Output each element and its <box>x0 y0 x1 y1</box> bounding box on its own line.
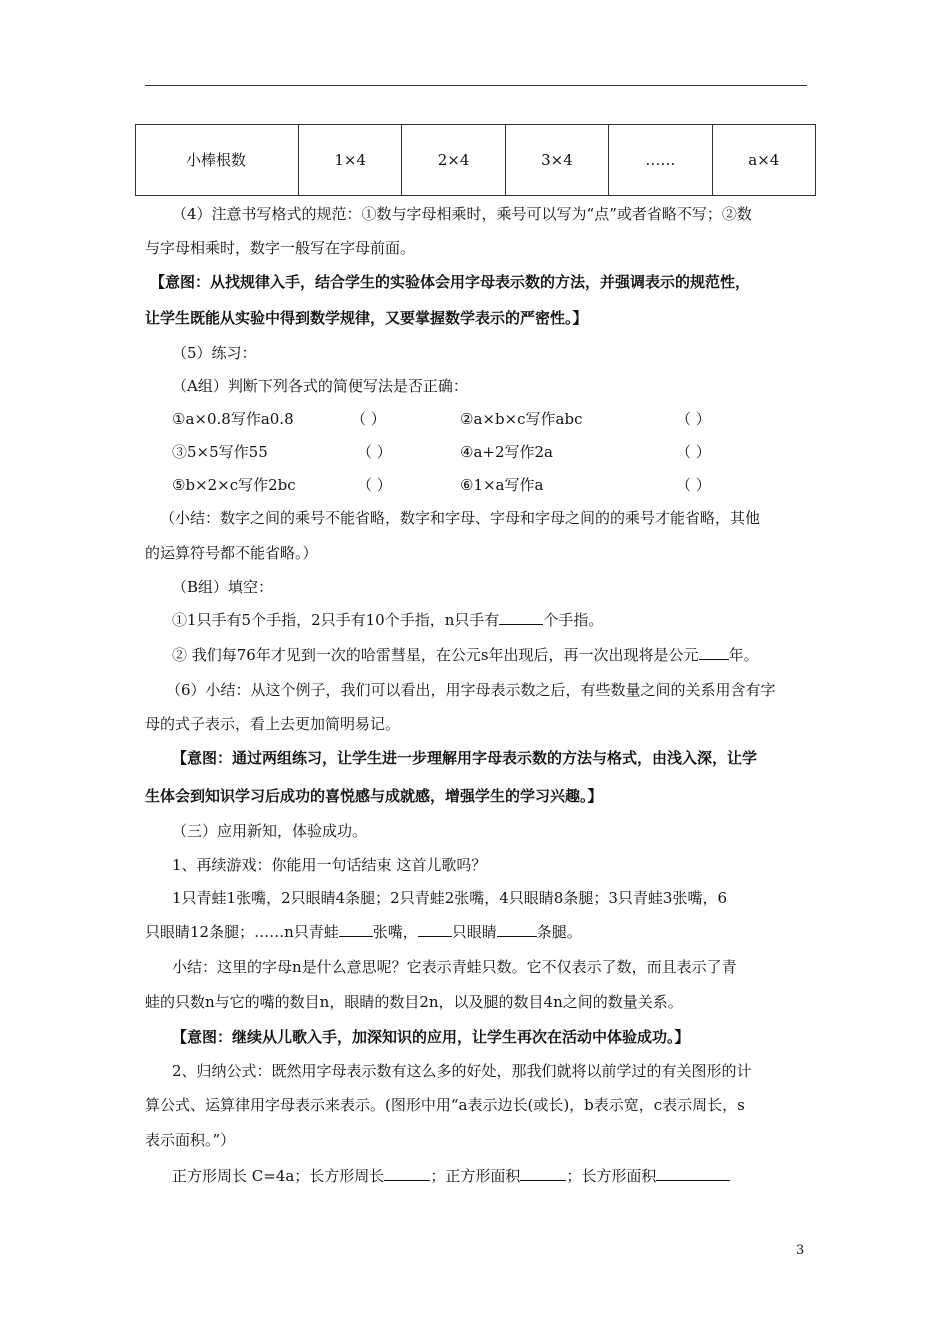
exercise-item: ⑤b×2×c写作2bc <box>172 476 296 494</box>
text-line <box>172 645 759 665</box>
table-cell: 3×4 <box>505 125 608 196</box>
text-line: （4）注意书写格式的规范：①数与字母相乘时，乘号可以写为“点”或者省略不写；②数 <box>172 205 752 223</box>
fill-blank <box>339 922 373 937</box>
intent-note: 【意图：从找规律入手，结合学生的实验体会用字母表示数的方法，并强调表示的规范性， <box>150 273 751 291</box>
section-heading: （三）应用新知，体验成功。 <box>172 822 368 840</box>
exercise-item: ①a×0.8写作a0.8 <box>172 410 294 428</box>
table-cell: 2×4 <box>402 125 505 196</box>
text-line: 的运算符号都不能省略。） <box>145 544 318 562</box>
text-line: （B组）填空： <box>172 578 274 596</box>
text-span: ；长方形面积 <box>566 1167 657 1185</box>
text-line: （5）练习： <box>172 344 257 362</box>
fill-blank <box>520 1166 566 1181</box>
fill-blank <box>418 922 452 937</box>
answer-paren: （ ） <box>676 410 711 428</box>
text-line: 表示面积。”） <box>145 1131 236 1149</box>
text-line: 算公式、运算律用字母表示来表示。(图形中用“a表示边长(或长)，b表示宽，c表示周长，s <box>145 1096 745 1114</box>
intent-note: 让学生既能从实验中得到数学规律，又要掌握数学表示的严密性。】 <box>145 309 588 327</box>
text-line: （A组）判断下列各式的简便写法是否正确： <box>172 377 468 395</box>
exercise-item: ⑥1×a写作a <box>460 476 544 494</box>
text-line <box>172 1166 730 1186</box>
exercise-item: ④a+2写作2a <box>460 443 553 461</box>
answer-paren: （ ） <box>676 443 711 461</box>
text-line <box>172 610 603 630</box>
exercise-item: ③5×5写作55 <box>172 443 268 461</box>
text-line: 1、再续游戏：你能用一句话结束 这首儿歌吗？ <box>172 856 487 874</box>
answer-paren: （ ） <box>357 443 392 461</box>
text-line: 小结：这里的字母n是什么意思呢？它表示青蛙只数。它不仅表示了数，而且表示了青 <box>172 958 737 976</box>
table-cell: 1×4 <box>299 125 402 196</box>
table-label-cell: 小棒根数 <box>136 125 299 196</box>
text-span: 正方形周长 C=4a；长方形周长 <box>172 1167 385 1185</box>
answer-paren: （ ） <box>676 476 711 494</box>
page-number: 3 <box>796 1243 805 1258</box>
text-span: ② 我们每76年才见到一次的哈雷彗星，在公元s年出现后，再一次出现将是公元 <box>172 646 699 664</box>
text-line: 1只青蛙1张嘴，2只眼睛4条腿；2只青蛙2张嘴，4只眼睛8条腿；3只青蛙3张嘴，6 <box>172 889 727 907</box>
text-span: ①1只手有5个手指，2只手有10个手指，n只手有 <box>172 611 500 629</box>
intent-note: 【意图：通过两组练习，让学生进一步理解用字母表示数的方法与格式，由浅入深，让学 <box>172 749 758 767</box>
rods-table <box>135 124 816 196</box>
text-span: 只眼睛12条腿；……n只青蛙 <box>145 923 339 941</box>
text-line: 与字母相乘时，数字一般写在字母前面。 <box>145 239 416 257</box>
answer-paren: （ ） <box>357 476 392 494</box>
text-span: 只眼睛 <box>451 923 497 941</box>
fill-blank <box>656 1166 730 1181</box>
exercise-item: ②a×b×c写作abc <box>460 410 583 428</box>
table-cell: …… <box>609 125 712 196</box>
text-span: 年。 <box>728 646 759 664</box>
text-span: ；正方形面积 <box>430 1167 521 1185</box>
fill-blank <box>384 1166 430 1181</box>
text-span: 个手指。 <box>543 611 604 629</box>
intent-note: 生体会到知识学习后成功的喜悦感与成就感，增强学生的学习兴趣。】 <box>145 787 603 805</box>
text-line: 蛙的只数n与它的嘴的数目n，眼睛的数目2n，以及腿的数目4n之间的数量关系。 <box>145 993 683 1011</box>
text-line <box>145 922 582 942</box>
fill-blank <box>699 645 729 660</box>
text-line: 母的式子表示，看上去更加简明易记。 <box>145 715 401 733</box>
answer-paren: （ ） <box>351 410 386 428</box>
intent-note: 【意图：继续从儿歌入手，加深知识的应用，让学生再次在活动中体验成功。】 <box>172 1028 690 1046</box>
text-span: 张嘴， <box>372 923 418 941</box>
text-line: （小结：数字之间的乘号不能省略，数字和字母、字母和字母之间的的乘号才能省略，其他 <box>160 509 761 527</box>
fill-blank <box>497 922 537 937</box>
fill-blank <box>499 610 543 625</box>
text-line: 2、归纳公式：既然用字母表示数有这么多的好处，那我们就将以前学过的有关图形的计 <box>172 1062 752 1080</box>
text-span: 条腿。 <box>536 923 582 941</box>
text-line: （6）小结：从这个例子，我们可以看出，用字母表示数之后，有些数量之间的关系用含有字 <box>166 681 776 699</box>
table-row <box>136 125 816 196</box>
table-cell: a×4 <box>712 125 815 196</box>
header-rule <box>145 85 807 86</box>
